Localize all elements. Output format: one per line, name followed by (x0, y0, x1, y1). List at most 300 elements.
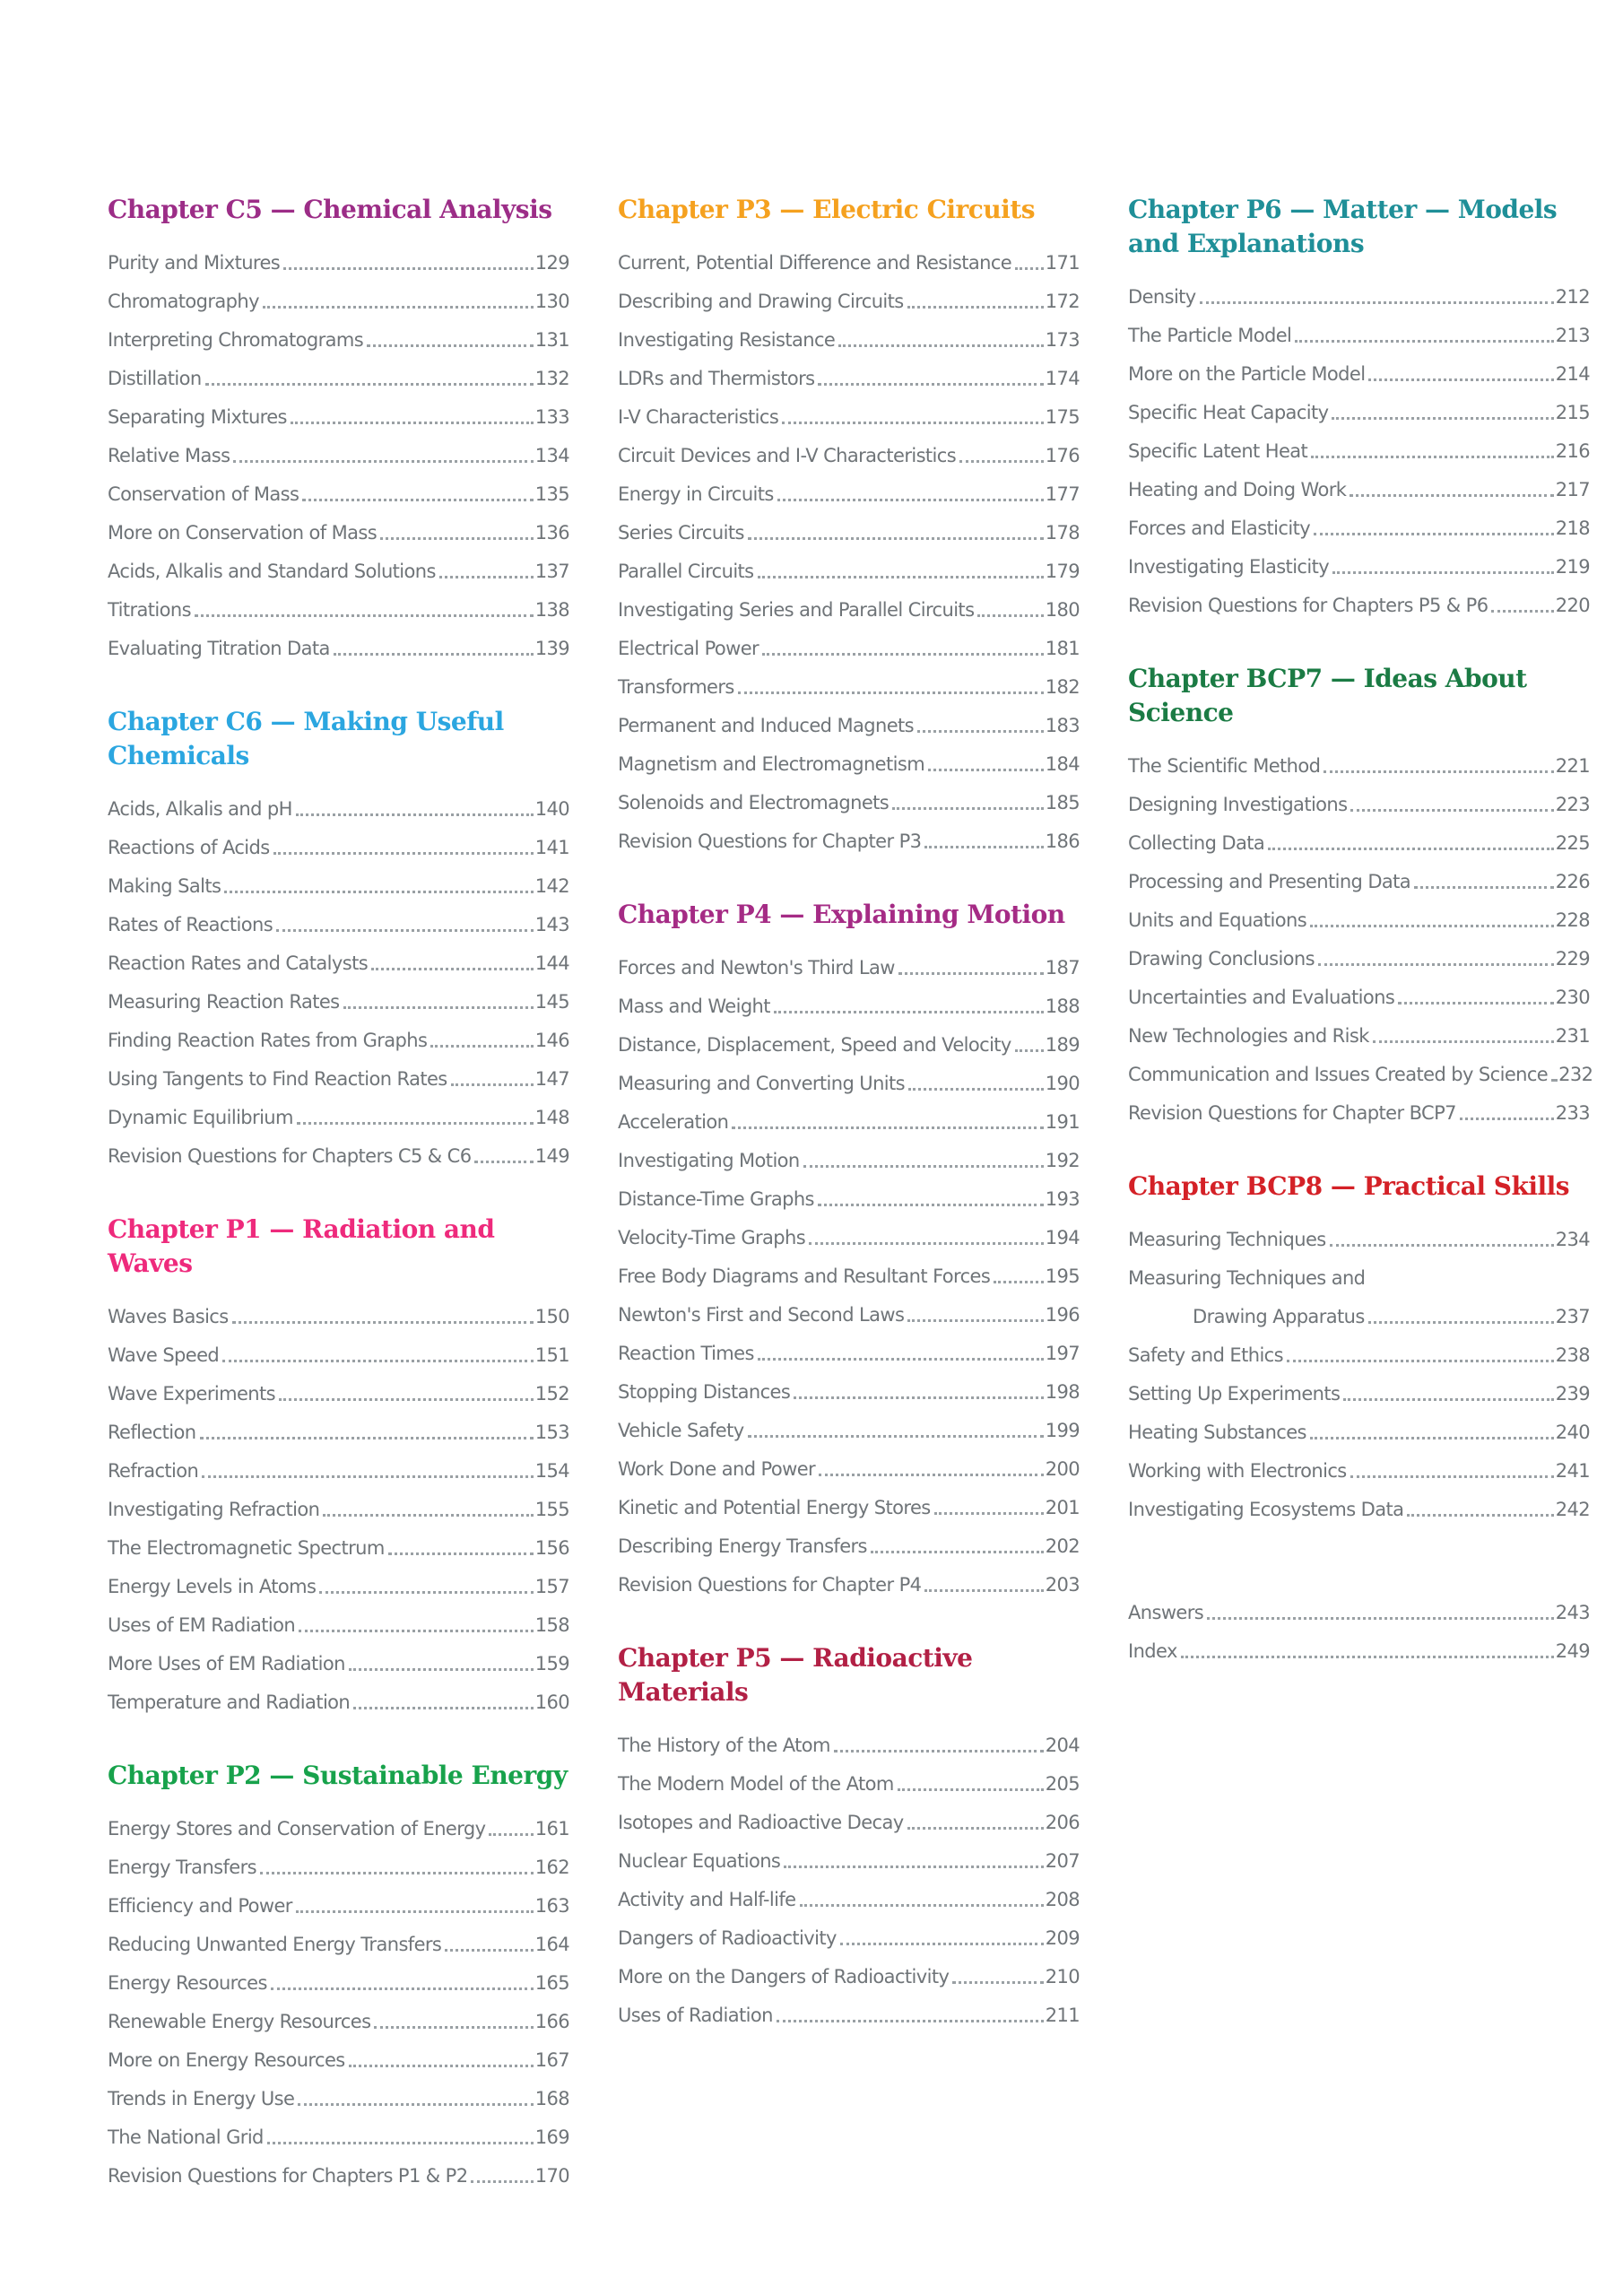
toc-entry (108, 274, 569, 313)
section-chapter-bcp7 (1128, 662, 1593, 1125)
dotted-leader (819, 1474, 1044, 1476)
toc-entry-page-number: 150 (534, 1306, 569, 1327)
dotted-leader (1350, 1475, 1554, 1478)
toc-entry (618, 1365, 1080, 1404)
dotted-leader (977, 614, 1043, 617)
dotted-leader (299, 1630, 534, 1632)
section-chapter-p1 (108, 1213, 569, 1714)
toc-entry (618, 1442, 1080, 1481)
dotted-leader (758, 576, 1044, 578)
toc-entry-label: More on the Particle Model (1128, 363, 1366, 385)
toc-entry (108, 1918, 569, 1956)
toc-entry-label: Energy Transfers (108, 1857, 256, 1878)
dotted-leader (803, 1165, 1044, 1168)
dotted-leader (1414, 886, 1554, 889)
toc-entry-label: Energy Stores and Conservation of Energy (108, 1818, 486, 1839)
toc-entry-label: Revision Questions for Chapter BCP7 (1128, 1102, 1456, 1124)
toc-entry-label: Kinetic and Potential Energy Stores (618, 1497, 931, 1518)
toc-entry-page-number: 230 (1555, 987, 1590, 1008)
dotted-leader (263, 306, 534, 309)
toc-entry (618, 979, 1080, 1018)
toc-entry-label: The Electromagnetic Spectrum (108, 1537, 385, 1559)
toc-entry-label: Communication and Issues Created by Science (1128, 1064, 1549, 1085)
toc-entry (108, 1956, 569, 1995)
toc-entry-label: Reaction Rates and Catalysts (108, 952, 369, 974)
toc-entry (108, 1367, 569, 1405)
dotted-leader (838, 344, 1043, 347)
toc-entry-page-number: 210 (1045, 1966, 1080, 1987)
toc-entry-label: Acids, Alkalis and Standard Solutions (108, 561, 436, 582)
dotted-leader (1551, 1079, 1557, 1082)
dotted-leader (349, 2065, 534, 2067)
toc-entry-page-number: 162 (534, 1857, 569, 1878)
toc-entry (618, 1988, 1080, 2027)
dotted-leader (748, 537, 1044, 540)
toc-entry-label: Interpreting Chromatograms (108, 329, 364, 351)
toc-entry-page-number: 136 (534, 522, 569, 544)
toc-entry-page-number: 139 (534, 638, 569, 659)
toc-entry-label: Waves Basics (108, 1306, 229, 1327)
toc-entry-label: Titrations (108, 599, 191, 621)
toc-entry-label: Wave Experiments (108, 1383, 275, 1405)
toc-entry-label: Using Tangents to Find Reaction Rates (108, 1068, 447, 1090)
toc-entry-page-number: 191 (1045, 1111, 1080, 1133)
toc-entry (108, 859, 569, 898)
dotted-leader (959, 460, 1044, 463)
chapter-c6-heading (108, 705, 569, 773)
toc-entry-page-number: 216 (1555, 440, 1590, 462)
toc-entry-label: Transformers (618, 676, 734, 698)
toc-entry-label: Specific Latent Heat (1128, 440, 1308, 462)
toc-entry-label: Chromatography (108, 291, 259, 312)
toc-entry-label: The National Grid (108, 2126, 264, 2148)
toc-entry (618, 313, 1080, 352)
toc-entry (618, 776, 1080, 814)
toc-entry-label: Free Body Diagrams and Resultant Forces (618, 1265, 991, 1287)
toc-entry-label: Measuring Reaction Rates (108, 991, 340, 1013)
toc-entry-page-number: 211 (1045, 2005, 1080, 2026)
chapter-p4-heading (618, 898, 1080, 932)
toc-entry-page-number: 197 (1045, 1343, 1080, 1364)
toc-entry (618, 1757, 1080, 1796)
chapter-c5-heading (108, 193, 569, 227)
toc-entry-page-number: 241 (1555, 1460, 1590, 1482)
toc-entry (1128, 1290, 1590, 1328)
toc-entry-label: Series Circuits (618, 522, 744, 544)
toc-entry-label: Reducing Unwanted Energy Transfers (108, 1934, 442, 1955)
toc-entry (618, 352, 1080, 390)
toc-entry (618, 941, 1080, 979)
toc-entry-label: Isotopes and Radioactive Decay (618, 1812, 904, 1833)
toc-entry-page-number: 185 (1045, 792, 1080, 813)
dotted-leader (748, 1435, 1044, 1438)
toc-entry-page-number: 182 (1045, 676, 1080, 698)
chapter-p2-heading (108, 1759, 569, 1793)
dotted-leader (1181, 1656, 1554, 1658)
toc-entry (618, 1558, 1080, 1596)
toc-entry-page-number: 189 (1045, 1034, 1080, 1056)
toc-entry (618, 1326, 1080, 1365)
toc-entry-page-number: 176 (1045, 445, 1080, 466)
toc-entry-page-number: 181 (1045, 638, 1080, 659)
dotted-leader (840, 1943, 1044, 1945)
toc-entry-label: Permanent and Induced Magnets (618, 715, 914, 736)
toc-entry-page-number: 228 (1555, 909, 1590, 931)
dotted-leader (907, 1319, 1043, 1322)
dotted-leader (200, 1437, 534, 1439)
dotted-leader (1491, 610, 1553, 613)
toc-entry-label: Relative Mass (108, 445, 230, 466)
toc-entry (1128, 739, 1590, 778)
toc-entry (618, 1249, 1080, 1288)
toc-column-2 (618, 193, 1080, 2232)
toc-entry-label: Stopping Distances (618, 1381, 791, 1403)
toc-entry-page-number: 157 (534, 1576, 569, 1597)
toc-entry-page-number: 166 (534, 2011, 569, 2032)
toc-entry (108, 544, 569, 583)
chapter-p4-heading-line: Chapter P4 — Explaining Motion (618, 900, 1065, 929)
toc-entry-label: Setting Up Experiments (1128, 1383, 1341, 1405)
toc-entry-label: Collecting Data (1128, 832, 1265, 854)
dotted-leader (380, 537, 534, 540)
toc-entry-label: Renewable Energy Resources (108, 2011, 371, 2032)
toc-entry-page-number: 134 (534, 445, 569, 466)
dotted-leader (302, 499, 533, 501)
toc-entry (108, 352, 569, 390)
toc-entry-page-number: 135 (534, 483, 569, 505)
toc-entry-page-number: 156 (534, 1537, 569, 1559)
dotted-leader (271, 1987, 534, 1990)
toc-entry (108, 467, 569, 506)
toc-entry (618, 660, 1080, 699)
toc-entry-page-number: 154 (534, 1460, 569, 1482)
toc-entry-label: Finding Reaction Rates from Graphs (108, 1030, 428, 1051)
toc-entry-label: Density (1128, 286, 1196, 308)
chapter-p6-heading (1128, 193, 1590, 261)
toc-entry-label: Processing and Presenting Data (1128, 871, 1411, 892)
toc-entry-label: Purity and Mixtures (108, 252, 281, 274)
chapter-p1-heading-line: Chapter P1 — Radiation and (108, 1214, 495, 1244)
toc-entry-page-number: 142 (534, 875, 569, 897)
toc-entry-page-number: 133 (534, 406, 569, 428)
dotted-leader (451, 1083, 534, 1086)
toc-entry-page-number: 145 (534, 991, 569, 1013)
dotted-leader (777, 2020, 1044, 2022)
dotted-leader (276, 929, 534, 932)
toc-entry (618, 1134, 1080, 1172)
dotted-leader (818, 383, 1043, 386)
toc-entry-page-number: 201 (1045, 1497, 1080, 1518)
toc-entry (618, 1057, 1080, 1095)
toc-entry-label: Answers (1128, 1602, 1204, 1623)
dotted-leader (907, 1827, 1044, 1830)
dotted-leader (371, 968, 534, 970)
dotted-leader (430, 1045, 533, 1048)
toc-entry-page-number: 146 (534, 1030, 569, 1051)
dotted-leader (1332, 417, 1553, 420)
dotted-leader (1398, 1002, 1554, 1004)
chapter-bcp7-heading-line: Science (1128, 698, 1234, 727)
toc-entry-page-number: 158 (534, 1614, 569, 1636)
dotted-leader (738, 691, 1044, 694)
toc-entry-label: Trends in Energy Use (108, 2088, 295, 2109)
toc-entry-label: Investigating Motion (618, 1150, 800, 1171)
toc-entry-page-number: 194 (1045, 1227, 1080, 1248)
dotted-leader (809, 1242, 1044, 1245)
dotted-leader (908, 1088, 1044, 1091)
toc-entry-page-number: 183 (1045, 715, 1080, 736)
toc-entry (108, 1598, 569, 1637)
toc-entry (108, 1290, 569, 1328)
toc-entry (108, 390, 569, 429)
toc-entry (108, 1328, 569, 1367)
toc-entry-page-number: 159 (534, 1653, 569, 1674)
toc-entry-page-number: 131 (534, 329, 569, 351)
toc-entry (1128, 578, 1590, 617)
toc-entry (108, 821, 569, 859)
toc-entry-label: Revision Questions for Chapters P1 & P2 (108, 2165, 468, 2187)
toc-entry-label: More on Conservation of Mass (108, 522, 378, 544)
toc-entry (108, 1483, 569, 1521)
toc-entry-page-number: 143 (534, 914, 569, 935)
toc-entry-label: Acceleration (618, 1111, 729, 1133)
toc-entry-page-number: 218 (1555, 517, 1590, 539)
toc-entry-page-number: 217 (1555, 479, 1590, 500)
dotted-leader (349, 1668, 534, 1671)
dotted-leader (818, 1204, 1044, 1206)
toc-entry-page-number: 249 (1555, 1640, 1590, 1662)
toc-entry (1128, 386, 1590, 424)
toc-entry (1128, 347, 1590, 386)
toc-entry (108, 1675, 569, 1714)
toc-entry-page-number: 153 (534, 1422, 569, 1443)
dotted-leader (319, 1591, 533, 1594)
dotted-leader (1015, 267, 1044, 270)
toc-entry (618, 506, 1080, 544)
toc-entry (618, 1288, 1080, 1326)
section-chapter-c6 (108, 705, 569, 1168)
toc-entry-label: Working with Electronics (1128, 1460, 1347, 1482)
dotted-leader (898, 1788, 1044, 1791)
toc-entry (108, 506, 569, 544)
dotted-leader (784, 1866, 1043, 1868)
toc-entry (1128, 309, 1590, 347)
toc-entry-page-number: 137 (534, 561, 569, 582)
toc-entry-page-number: 204 (1045, 1735, 1080, 1756)
toc-entry-page-number: 242 (1555, 1499, 1590, 1520)
toc-entry-label: Forces and Newton's Third Law (618, 957, 895, 978)
toc-entry (108, 782, 569, 821)
toc-entry-page-number: 140 (534, 798, 569, 820)
toc-entry-label: Evaluating Titration Data (108, 638, 330, 659)
toc-entry (108, 1013, 569, 1052)
toc-entry-label: Wave Speed (108, 1344, 220, 1366)
dotted-leader (374, 2026, 533, 2029)
toc-entry-label: The History of the Atom (618, 1735, 830, 1756)
toc-entry-page-number: 234 (1555, 1229, 1590, 1250)
dotted-leader (489, 1833, 533, 1836)
dotted-leader (273, 852, 534, 855)
dotted-leader (1200, 301, 1554, 304)
toc-entry-page-number: 179 (1045, 561, 1080, 582)
chapter-p2-heading-line: Chapter P2 — Sustainable Energy (108, 1761, 568, 1790)
chapter-c6-heading-line: Chapter C6 — Making Useful (108, 707, 504, 736)
dotted-leader (774, 1011, 1044, 1013)
dotted-leader (1373, 1040, 1554, 1043)
dotted-leader (388, 1552, 534, 1555)
section-chapter-bcp8 (1128, 1170, 1590, 1521)
toc-entry-page-number: 219 (1555, 556, 1590, 578)
toc-entry-page-number: 198 (1045, 1381, 1080, 1403)
toc-entry-page-number: 193 (1045, 1188, 1080, 1210)
toc-entry-page-number: 240 (1555, 1422, 1590, 1443)
dotted-leader (202, 1475, 533, 1478)
dotted-leader (1343, 1398, 1553, 1401)
toc-entry (108, 898, 569, 936)
toc-entry (108, 429, 569, 467)
toc-entry-label: Investigating Series and Parallel Circuits (618, 599, 975, 621)
toc-entry (618, 1519, 1080, 1558)
toc-entry-page-number: 172 (1045, 291, 1080, 312)
toc-entry-page-number: 195 (1045, 1265, 1080, 1287)
toc-entry-page-number: 129 (534, 252, 569, 274)
chapter-p1-heading-line: Waves (108, 1248, 193, 1278)
toc-entry-label: Parallel Circuits (618, 561, 754, 582)
toc-entry (1128, 855, 1590, 893)
dotted-leader (777, 499, 1044, 501)
section-chapter-p6 (1128, 193, 1590, 617)
toc-entry-page-number: 188 (1045, 996, 1080, 1017)
dotted-leader (298, 2103, 533, 2106)
toc-entry-label: Heating Substances (1128, 1422, 1306, 1443)
toc-entry (618, 814, 1080, 853)
toc-entry-label: The Particle Model (1128, 325, 1292, 346)
toc-entry (618, 544, 1080, 583)
toc-entry-label: Revision Questions for Chapters C5 & C6 (108, 1145, 472, 1167)
dotted-leader (917, 730, 1044, 733)
toc-entry-label: Uses of Radiation (618, 2005, 773, 2026)
toc-entry (108, 2033, 569, 2072)
toc-entry (108, 1637, 569, 1675)
dotted-leader (353, 1707, 534, 1709)
toc-entry (1128, 501, 1590, 540)
chapter-c6-heading-line: Chemicals (108, 741, 249, 770)
toc-entry (108, 2110, 569, 2149)
toc-entry-label: New Technologies and Risk (1128, 1025, 1369, 1047)
toc-entry (108, 975, 569, 1013)
toc-entry-page-number: 180 (1045, 599, 1080, 621)
toc-entry-label: Specific Heat Capacity (1128, 402, 1329, 423)
toc-entry-label: Efficiency and Power (108, 1895, 292, 1917)
toc-entry-label: Magnetism and Electromagnetism (618, 753, 925, 775)
toc-entry (1128, 1048, 1593, 1086)
dotted-leader (907, 306, 1044, 309)
toc-entry-page-number: 239 (1555, 1383, 1590, 1405)
toc-entry-label: Describing Energy Transfers (618, 1535, 867, 1557)
toc-entry-label: More Uses of EM Radiation (108, 1653, 345, 1674)
toc-entry-label: Index (1128, 1640, 1177, 1662)
dotted-leader (800, 1904, 1044, 1907)
toc-entry (618, 1718, 1080, 1757)
dotted-leader (994, 1281, 1043, 1283)
toc-entry (1128, 1086, 1590, 1125)
toc-entry-page-number: 225 (1555, 832, 1590, 854)
chapter-p6-heading-line: Chapter P6 — Matter — Models (1128, 195, 1558, 224)
dotted-leader (1350, 494, 1553, 497)
toc-entry (618, 583, 1080, 622)
toc-entry-label: Making Salts (108, 875, 221, 897)
toc-entry-label: Measuring Techniques (1128, 1229, 1326, 1250)
toc-entry-page-number: 206 (1045, 1812, 1080, 1833)
toc-entry-page-number: 205 (1045, 1773, 1080, 1795)
toc-entry (1128, 1328, 1590, 1367)
toc-entry-page-number: 203 (1045, 1574, 1080, 1596)
toc-entry-page-number: 190 (1045, 1073, 1080, 1094)
toc-entry (618, 1404, 1080, 1442)
dotted-leader (794, 1396, 1044, 1399)
toc-entry-page-number: 196 (1045, 1304, 1080, 1326)
toc-entry-page-number: 243 (1555, 1602, 1590, 1623)
toc-entry-page-number: 209 (1045, 1927, 1080, 1949)
toc-entry (1128, 424, 1590, 463)
dotted-leader (928, 769, 1044, 771)
toc-entry-label: Drawing Conclusions (1128, 948, 1315, 970)
toc-entry-label: Current, Potential Difference and Resistance (618, 252, 1012, 274)
toc-entry (618, 737, 1080, 776)
toc-entry-label: The Scientific Method (1128, 755, 1321, 777)
dotted-leader (267, 2142, 534, 2144)
dotted-leader (1318, 963, 1554, 966)
toc-entry-page-number: 238 (1555, 1344, 1590, 1366)
chapter-bcp8-heading-line: Chapter BCP8 — Practical Skills (1128, 1171, 1570, 1201)
toc-entry (1128, 1213, 1590, 1251)
dotted-leader (1407, 1514, 1553, 1517)
section-chapter-p3 (618, 193, 1080, 853)
dotted-leader (367, 344, 534, 347)
toc-entry (618, 622, 1080, 660)
toc-entry-label: Energy Resources (108, 1972, 267, 1994)
toc-entry (1128, 1251, 1590, 1290)
dotted-leader (279, 1398, 534, 1401)
dotted-leader (1015, 1049, 1044, 1052)
toc-entry (108, 583, 569, 622)
toc-entry-label: Refraction (108, 1460, 199, 1482)
toc-entry-label: Velocity-Time Graphs (618, 1227, 806, 1248)
toc-entry-page-number: 214 (1555, 363, 1590, 385)
toc-entry-label: Investigating Elasticity (1128, 556, 1330, 578)
toc-entry-label: Measuring and Converting Units (618, 1073, 905, 1094)
toc-entry-page-number: 155 (534, 1499, 569, 1520)
chapter-bcp8-heading (1128, 1170, 1590, 1204)
toc-entry-label: Distance-Time Graphs (618, 1188, 814, 1210)
toc-entry-page-number: 186 (1045, 831, 1080, 852)
toc-entry-page-number: 202 (1045, 1535, 1080, 1557)
toc-entry-label: Work Done and Power (618, 1458, 816, 1480)
dotted-leader (222, 1360, 534, 1362)
section-chapter-c5 (108, 193, 569, 660)
toc-entry-page-number: 192 (1045, 1150, 1080, 1171)
dotted-leader (1287, 1360, 1554, 1362)
toc-entry-label: Electrical Power (618, 638, 759, 659)
dotted-leader (296, 1910, 534, 1913)
toc-entry (618, 467, 1080, 506)
dotted-leader (260, 1872, 534, 1874)
toc-entry-page-number: 144 (534, 952, 569, 974)
toc-entry (1128, 540, 1590, 578)
toc-column-1 (108, 193, 569, 2232)
toc-entry (1128, 1483, 1590, 1521)
section-chapter-p4 (618, 898, 1080, 1596)
